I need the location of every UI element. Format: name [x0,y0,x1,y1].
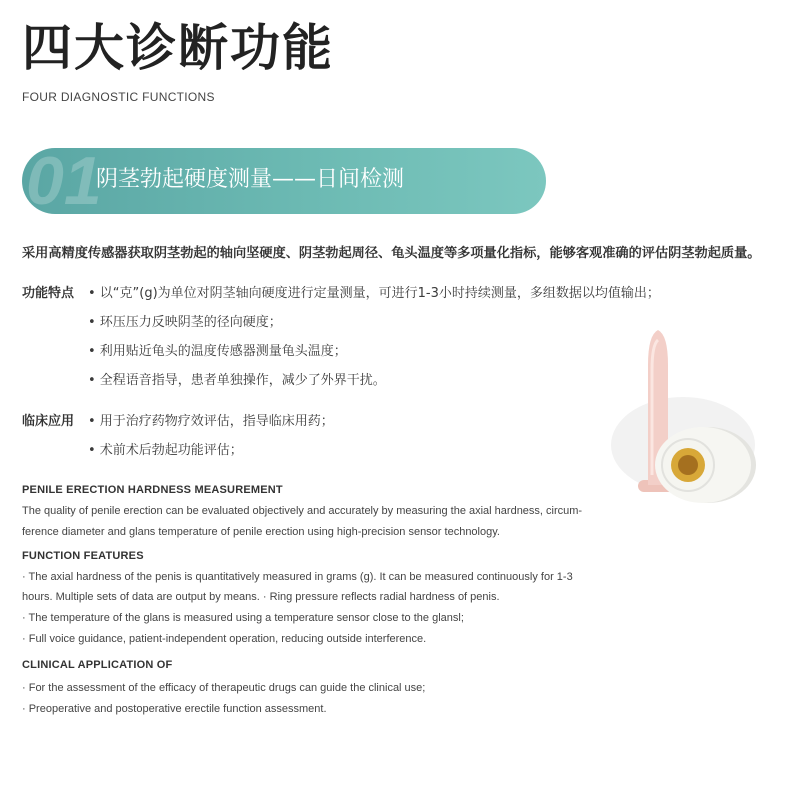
page-subtitle: FOUR DIAGNOSTIC FUNCTIONS [22,90,215,104]
device-illustration [608,325,758,505]
clinical-label: 临床应用 [22,414,75,429]
section-title: 阴茎勃起硬度测量——日间检测 [96,167,405,192]
intro-text: 采用高精度传感器获取阴茎勃起的轴向坚硬度、阴茎勃起周径、龟头温度等多项量化指标，能够客观准确的评估阴茎勃起质量。 [22,246,761,261]
en-heading-measurement: PENILE ERECTION HARDNESS MEASUREMENT [22,484,283,496]
en-feature-line: hours. Multiple sets of data are output by means. · Ring pressure reflects radial hardness of penis. [22,591,500,603]
section-banner [22,148,546,214]
feature-item: • 环压压力反映阴茎的径向硬度； [88,315,282,330]
en-feature-line: · The temperature of the glans is measured using a temperature sensor close to the glansl; [22,612,464,624]
en-paragraph-line: ference diameter and glans temperature of penile erection using high-precision sensor technology. [22,526,500,538]
section-number: 01 [26,148,102,214]
en-feature-line: · The axial hardness of the penis is quantitatively measured in grams (g). It can be measured continuously for 1-3 [22,571,573,583]
feature-item: • 以“克”(g)为单位对阴茎轴向硬度进行定量测量，可进行1-3小时持续测量，多组数据以均值输出； [88,286,660,301]
en-paragraph-line: The quality of penile erection can be evaluated objectively and accurately by measuring the axial hardness, circum- [22,505,583,517]
page-title: 四大诊断功能 [22,19,334,77]
en-feature-line: · Full voice guidance, patient-independent operation, reducing outside interference. [22,633,427,645]
en-heading-clinical: CLINICAL APPLICATION OF [22,659,173,671]
en-heading-features: FUNCTION FEATURES [22,550,144,562]
clinical-item: • 用于治疗药物疗效评估，指导临床用药； [88,414,334,429]
feature-item: • 利用贴近龟头的温度传感器测量龟头温度； [88,344,347,359]
features-label: 功能特点 [22,286,75,301]
feature-item: • 全程语音指导，患者单独操作，减少了外界干扰。 [88,373,386,388]
en-clinical-line: · Preoperative and postoperative erectile function assessment. [22,703,327,715]
en-clinical-line: · For the assessment of the efficacy of therapeutic drugs can guide the clinical use; [22,682,426,694]
clinical-item: • 术前术后勃起功能评估； [88,443,243,458]
